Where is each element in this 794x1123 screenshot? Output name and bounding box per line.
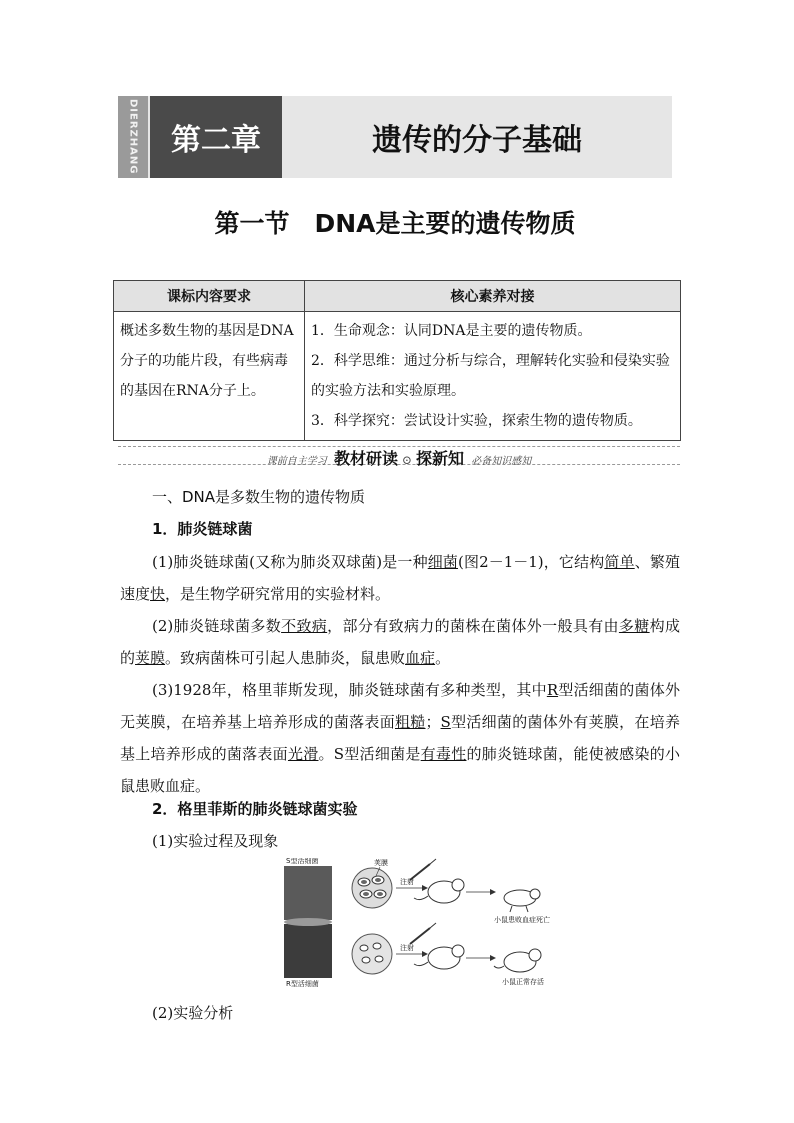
paragraph-3: (3)1928年，格里菲斯发现，肺炎链球菌有多种类型，其中R型活细菌的菌体外无荚膜，在培养基上培养形成的菌落表面粗糙；S型活细菌的菌体外有荚膜，在培养基上培养形成的菌落表面光滑。S型活细菌是有毒性的肺炎链球菌，能使被感染的小鼠患败血症。 — [120, 681, 680, 795]
dead-mouse-icon — [504, 889, 540, 912]
paragraph-2: (2)肺炎链球菌多数不致病，部分有致病力的菌株在菌体外一般具有由多糖构成的荚膜。致病菌株可引起人患肺炎，鼠患败血症。 — [120, 617, 680, 667]
mouse-icon — [414, 879, 464, 903]
divider-left-text: 课前自主学习 — [266, 456, 327, 467]
literacy-item-1: 1．生命观念：认同DNA是主要的遗传物质。 — [311, 323, 592, 339]
r-colony-image — [284, 924, 332, 978]
paragraph-1: (1)肺炎链球菌(又称为肺炎双球菌)是一种细菌(图2－1－1)，它结构简单、繁殖速度快，是生物学研究常用的实验材料。 — [120, 553, 680, 603]
experiment-figure — [280, 858, 560, 988]
inject-label-bottom: 注射 — [400, 944, 414, 952]
table-row — [114, 312, 681, 441]
chapter-number: 第二章 — [150, 96, 282, 178]
header-literacy: 核心素养对接 — [305, 281, 681, 312]
literacy-item-3: 3．科学探究：尝试设计实验，探索生物的遗传物质。 — [311, 413, 642, 429]
table-header-row — [114, 281, 681, 312]
literacy-cell — [305, 312, 681, 441]
chapter-side-label: DIERZHANG — [118, 96, 148, 178]
heading-3: 2．格里菲斯的肺炎链球菌实验 — [152, 800, 358, 818]
heading-1: 一、DNA是多数生物的遗传物质 — [152, 488, 366, 506]
chapter-title: 遗传的分子基础 — [372, 123, 582, 158]
r-bacteria-cluster — [352, 934, 392, 974]
death-result-label: 小鼠患败血症死亡 — [494, 916, 550, 924]
divider-main-left: 教材研读 — [333, 449, 398, 468]
literacy-item-2: 2．科学思维：通过分析与综合，理解转化实验和侵染实验的实验方法和实验原理。 — [311, 353, 670, 399]
section-title: 第一节 DNA是主要的遗传物质 — [214, 209, 576, 238]
divider-main-right: 探新知 — [416, 449, 465, 468]
r-bacteria-label: R型活细菌 — [286, 980, 319, 988]
divider-right-text: 必备知识感知 — [471, 456, 532, 467]
s-bacteria-label: S型活细菌 — [286, 858, 319, 865]
syringe-icon — [410, 859, 436, 880]
capsule-label: 荚膜 — [374, 859, 388, 867]
live-mouse-icon — [494, 949, 541, 972]
mouse-icon — [414, 945, 464, 969]
syringe-icon — [410, 923, 436, 944]
section-divider — [118, 446, 680, 469]
experiment-diagram — [280, 858, 560, 988]
heading-2: 1．肺炎链球菌 — [152, 520, 253, 538]
standards-table — [113, 280, 681, 441]
heading-5: (2)实验分析 — [152, 1004, 234, 1022]
s-bacteria-cluster — [352, 868, 392, 908]
inject-label-top: 注射 — [400, 878, 414, 886]
heading-4: (1)实验过程及现象 — [152, 832, 279, 850]
requirement-cell: 概述多数生物的基因是DNA分子的功能片段，有些病毒的基因在RNA分子上。 — [114, 312, 305, 441]
survive-result-label: 小鼠正常存活 — [502, 978, 544, 986]
header-requirements: 课标内容要求 — [114, 281, 305, 312]
divider-arrow-icon: ⊙ — [401, 453, 413, 467]
s-colony-image — [284, 866, 332, 920]
